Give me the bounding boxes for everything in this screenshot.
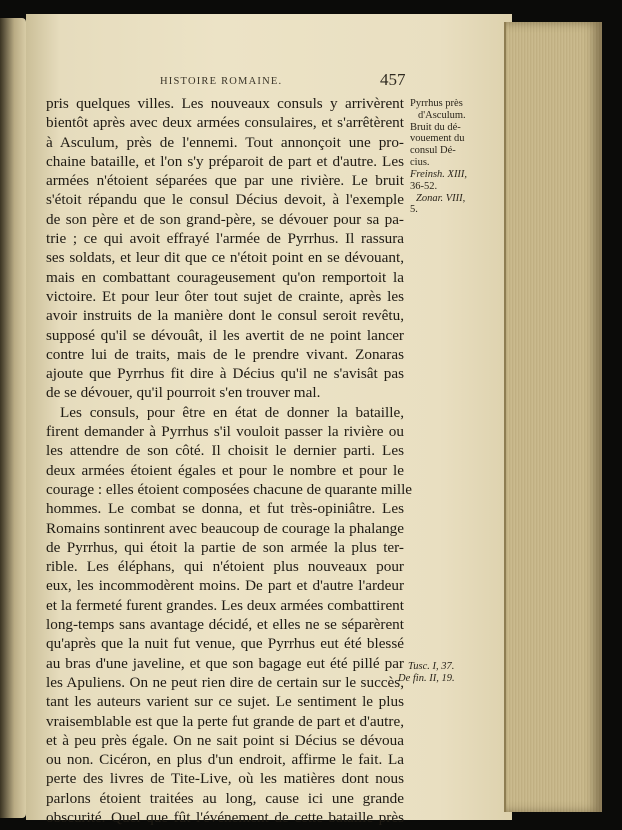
text-line: parlons étoient traitées au long, cause ici une grande bbox=[46, 789, 404, 807]
text-line: vraisemblable est que la perte fut grande de part et d'autre, bbox=[46, 712, 404, 730]
margin-note-summary bbox=[410, 98, 466, 169]
text-line: courage : elles étoient composées chacune de quarante mille bbox=[46, 480, 413, 498]
margin-note-line: cius. bbox=[410, 156, 430, 168]
text-line: les attendre de son côté. Il choisit le dernier parti. Les bbox=[46, 442, 404, 460]
text-line: chaine bataille, et l'on s'y préparoit de part et d'autre. Les bbox=[46, 152, 404, 170]
margin-note-references bbox=[410, 169, 467, 216]
text-line: eux, les incommodèrent moins. De part et d'autre l'ardeur bbox=[46, 577, 404, 595]
page-number: 457 bbox=[380, 70, 406, 89]
text-line: et la fermeté furent grandes. Les deux armées combattirent bbox=[46, 596, 404, 614]
text-line: firent demander à Pyrrhus s'il vouloit passer la rivière ou bbox=[46, 423, 404, 441]
page-stack-fore-edge bbox=[504, 22, 602, 812]
text-line: au bras d'une javeline, et que son bagage eut été pillé par bbox=[46, 654, 404, 672]
margin-note-line: consul Dé- bbox=[410, 145, 456, 157]
text-line: ses soldats, et leur dit que ce n'étoit point en se dévouant, bbox=[46, 249, 404, 267]
text-line: et à peu près égale. On ne sait point si Décius se dévoua bbox=[46, 731, 404, 749]
facing-page-edge bbox=[0, 18, 26, 818]
paragraph-2 bbox=[46, 403, 413, 828]
text-line: armées n'étoient séparées que par une rivière. Le bruit bbox=[46, 172, 404, 190]
text-line: pris quelques villes. Les nouveaux consuls y arrivèrent bbox=[46, 95, 404, 112]
text-line: deux armées étoient égales et pour le nombre et pour le bbox=[46, 461, 404, 479]
text-line: Romains sontinrent avec beaucoup de courage la phalange bbox=[46, 519, 404, 537]
margin-note-cicero-references bbox=[398, 661, 455, 685]
text-line: à Asculum, près de l'ennemi. Tout annonçoit une pro- bbox=[46, 133, 404, 151]
margin-note-line: 5. bbox=[410, 204, 418, 216]
running-title: HISTOIRE ROMAINE. bbox=[160, 76, 283, 87]
text-line: de se dévouer, qu'il pourroit s'en trouver mal. bbox=[46, 384, 321, 402]
paragraph-1 bbox=[46, 94, 404, 403]
text-line: qu'après que la nuit fut venue, que Pyrrhus eut été blessé bbox=[46, 635, 404, 653]
text-line: ou non. Cicéron, en plus d'un endroit, affirme le fait. La bbox=[46, 751, 404, 769]
text-line: trie ; ce qui avoit effrayé l'armée de Pyrrhus. Il rassura bbox=[46, 230, 404, 248]
text-line: victoire. Et pour leur ôter tout sujet de crainte, après les bbox=[46, 287, 404, 305]
text-line: long-temps sans avantage décidé, et elles ne se séparèrent bbox=[46, 616, 404, 634]
text-line: rible. Les éléphans, qui n'étoient plus nouveaux pour bbox=[46, 558, 404, 576]
text-line: perte des livres de Tite-Live, où les matières dont nous bbox=[46, 770, 404, 788]
margin-note-line: Pyrrhus près bbox=[410, 98, 463, 109]
text-line: les Apuliens. On ne peut rien dire de certain sur le succès, bbox=[46, 673, 404, 691]
margin-note-line: Tusc. I, 37. bbox=[408, 661, 455, 672]
text-line: ajoute que Pyrrhus fit dire à Décius qu'il ne s'avisât pas bbox=[46, 365, 404, 383]
text-line: s'étoit répandu que le consul Décius devoit, à l'exemple bbox=[46, 191, 404, 209]
text-line: hommes. Le combat se donna, et fut très-opiniâtre. Les bbox=[46, 500, 404, 518]
margin-note-line: d'Asculum. bbox=[418, 109, 466, 121]
margin-note-line: 36-52. bbox=[410, 180, 438, 192]
margin-note-line: Zonar. VIII, bbox=[416, 192, 466, 204]
text-line: mais en combattant courageusement qu'on remportoit la bbox=[46, 268, 404, 286]
margin-note-line: Bruit du dé- bbox=[410, 121, 461, 133]
text-line: contre lui de traits, mais de le prendre vivant. Zonaras bbox=[46, 345, 404, 363]
text-line: bientôt après avec deux armées consulaires, et s'arrêtèrent bbox=[46, 114, 404, 132]
margin-note-line: De fin. II, 19. bbox=[398, 672, 455, 684]
text-line: obscurité. Quel que fût l'événement de cette bataille près bbox=[46, 808, 404, 826]
text-line: Les consuls, pour être en état de donner la bataille, bbox=[60, 403, 404, 421]
main-text-column bbox=[46, 94, 413, 827]
text-line: de son père et de son grand-père, se dévouer pour sa pa- bbox=[46, 210, 404, 228]
text-line: de Pyrrhus, qui étoit la partie de son armée la plus ter- bbox=[46, 538, 404, 556]
text-line: tant les auteurs varient sur ce sujet. Le sentiment le plus bbox=[46, 693, 404, 711]
text-line: avoir instruits de la manière dont le consul seroit revêtu, bbox=[46, 307, 404, 325]
text-line: supposé qu'il se dévouât, il les avertit de ne point lancer bbox=[46, 326, 404, 344]
margin-note-line: vouement du bbox=[410, 133, 465, 145]
margin-note-line: Freinsh. XIII, bbox=[410, 169, 468, 180]
